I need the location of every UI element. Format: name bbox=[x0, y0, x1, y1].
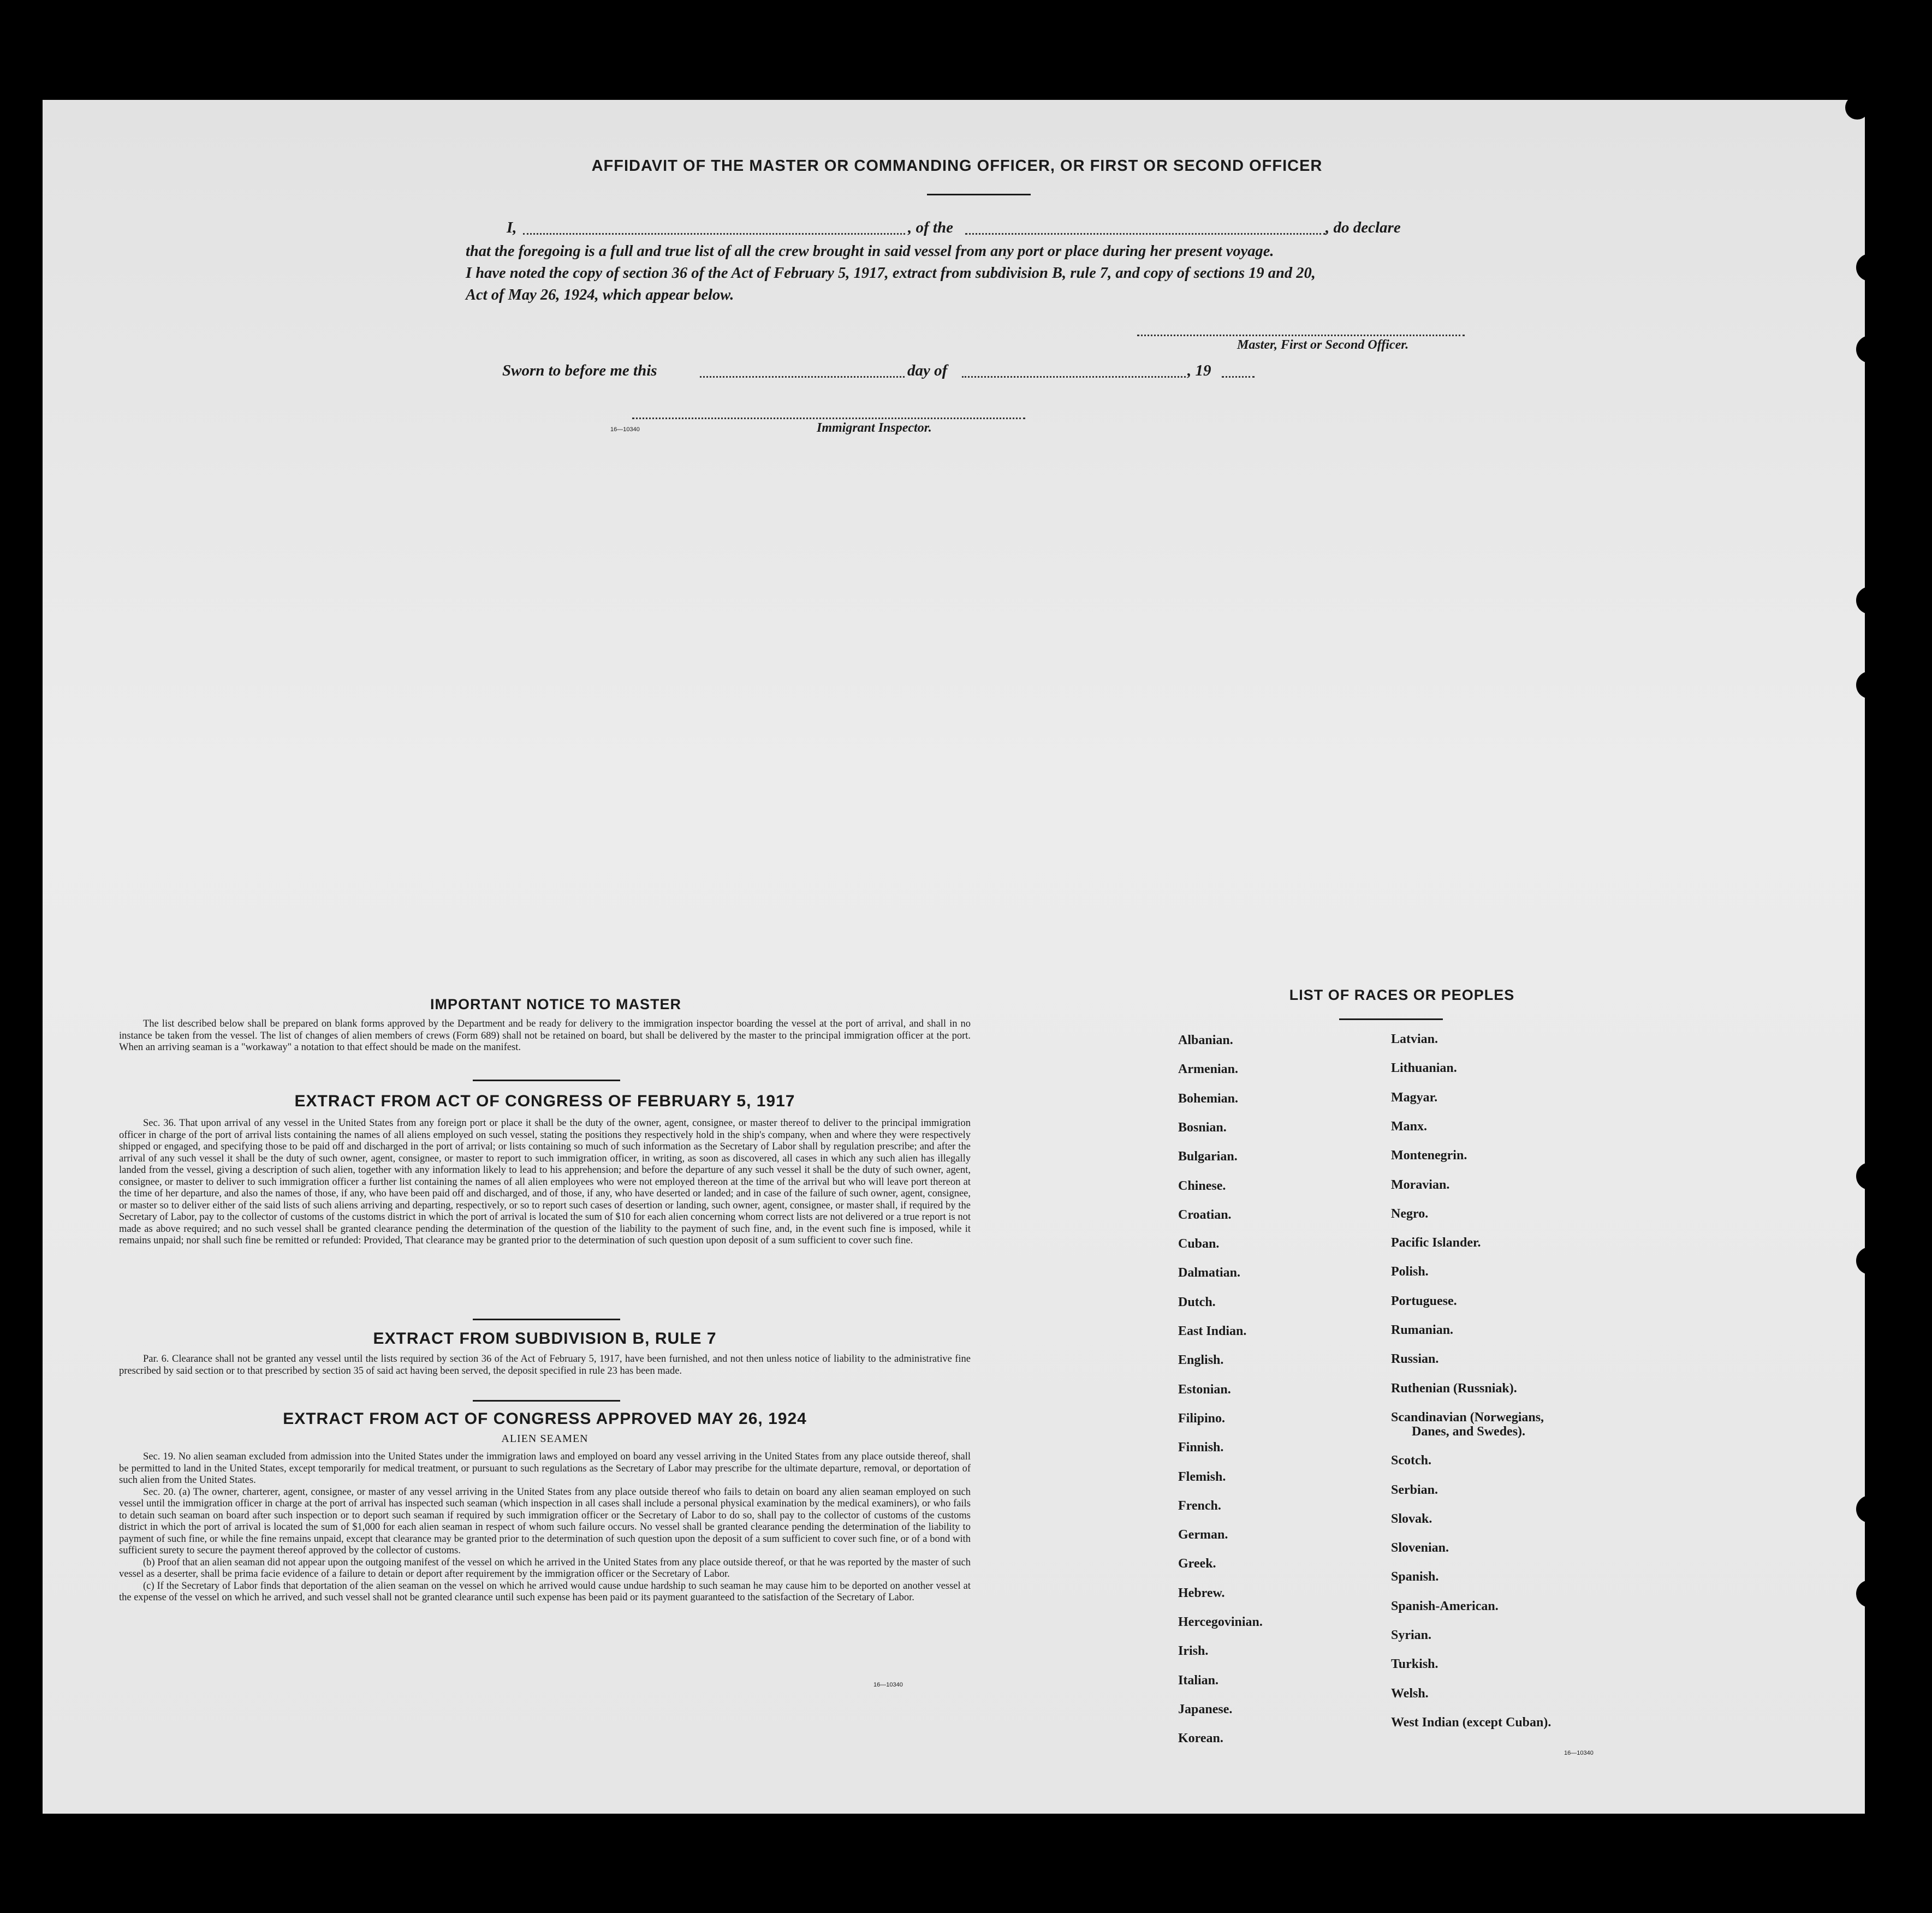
signature-field-line[interactable] bbox=[1137, 335, 1465, 336]
race-item: English. bbox=[1178, 1353, 1224, 1368]
race-item: Ruthenian (Russniak). bbox=[1391, 1381, 1517, 1396]
race-item: Armenian. bbox=[1178, 1062, 1238, 1077]
race-item: Pacific Islander. bbox=[1391, 1236, 1481, 1250]
race-item: French. bbox=[1178, 1498, 1221, 1513]
race-item: Korean. bbox=[1178, 1731, 1223, 1746]
race-item: Moravian. bbox=[1391, 1177, 1450, 1192]
race-item: Welsh. bbox=[1391, 1686, 1429, 1701]
race-item: Estonian. bbox=[1178, 1382, 1231, 1397]
race-item: German. bbox=[1178, 1528, 1228, 1542]
affidavit-line2: that the foregoing is a full and true list of all the crew brought in said vessel from any port or place during her present voyage. bbox=[466, 243, 1274, 260]
race-item: Montenegrin. bbox=[1391, 1148, 1467, 1163]
inspector-field-line[interactable] bbox=[632, 418, 1025, 419]
rule7-body: Par. 6. Clearance shall not be granted any vessel until the lists required by section 36 of the Act of February 5, 1917, have been furnished, and not then unless notice of liability to the administrative fine prescribed by said section or to that prescribed by section 35 of said act having been served, the deposit specified in rule 23 has been made. bbox=[119, 1354, 971, 1376]
form-sheet bbox=[43, 100, 1865, 1814]
binder-hole bbox=[1856, 1580, 1883, 1607]
race-item: Magyar. bbox=[1391, 1090, 1438, 1105]
race-item: Flemish. bbox=[1178, 1469, 1226, 1484]
race-item: Negro. bbox=[1391, 1206, 1429, 1221]
race-item: Spanish. bbox=[1391, 1570, 1439, 1584]
rule7-rule bbox=[473, 1400, 620, 1402]
race-item: Hebrew. bbox=[1178, 1586, 1225, 1600]
rule7-title: EXTRACT FROM SUBDIVISION B, RULE 7 bbox=[373, 1330, 717, 1348]
race-item: Greek. bbox=[1178, 1557, 1216, 1571]
race-item: Syrian. bbox=[1391, 1628, 1432, 1642]
affidavit-I: I, bbox=[507, 219, 517, 236]
sworn-prefix: Sworn to before me this bbox=[502, 362, 657, 379]
races-form-number: 16—10340 bbox=[1564, 1750, 1594, 1756]
race-item: Rumanian. bbox=[1391, 1323, 1454, 1337]
races-title-rule bbox=[1339, 1018, 1443, 1020]
race-item: Hercegovinian. bbox=[1178, 1615, 1263, 1629]
notice-title: IMPORTANT NOTICE TO MASTER bbox=[430, 996, 681, 1012]
race-item: Polish. bbox=[1391, 1265, 1429, 1279]
race-item: Serbian. bbox=[1391, 1482, 1438, 1497]
race-item: Chinese. bbox=[1178, 1178, 1226, 1193]
race-item: Italian. bbox=[1178, 1673, 1219, 1688]
race-item: Portuguese. bbox=[1391, 1294, 1457, 1308]
signature-label: Master, First or Second Officer. bbox=[1237, 338, 1409, 352]
sworn-line bbox=[502, 362, 1267, 384]
race-item: Dutch. bbox=[1178, 1295, 1216, 1309]
extract-1924-title: EXTRACT FROM ACT OF CONGRESS APPROVED MAY 26, 1924 bbox=[283, 1410, 807, 1428]
sworn-year-field-line[interactable] bbox=[1222, 376, 1255, 378]
sec19-text: Sec. 19. No alien seaman excluded from admission into the United States under the immigration laws and employed on board any vessel arriving in the United States from any place outside thereof, shall be permitted to land in the United States, except temporarily for medical treatment, or pursuant to such regulations as the Secretary of Labor may prescribe for the ultimate departure, removal, or deportation of such alien from the United States. bbox=[119, 1451, 971, 1486]
affidavit-declare: , do declare bbox=[1325, 219, 1401, 236]
races-title: LIST OF RACES OR PEOPLES bbox=[1289, 987, 1515, 1003]
binder-hole bbox=[1856, 336, 1883, 363]
race-item: Japanese. bbox=[1178, 1702, 1233, 1717]
race-item: Scotch. bbox=[1391, 1453, 1431, 1468]
sworn-date-field-line[interactable] bbox=[700, 376, 905, 378]
race-item: Bohemian. bbox=[1178, 1091, 1239, 1106]
name-field-line[interactable] bbox=[523, 233, 905, 235]
affidavit-line4: Act of May 26, 1924, which appear below. bbox=[466, 287, 734, 303]
race-item: Bosnian. bbox=[1178, 1120, 1227, 1135]
extract-1917-body: Sec. 36. That upon arrival of any vessel in the United States from any foreign port or place it shall be the duty of the owner, agent, consignee, or master thereof to deliver to the principal immigration officer in charge of the port of arrival lists containing the names of all aliens employed on such vessel, stating the positions they respectively hold in the ship's company, when and where they were respectively shipped or engaged, and specifying those to be paid off and discharged in the port of arrival; or lists containing so much of such information as the Secretary of Labor shall by regulation prescribe; and after the arrival of any such vessel it shall be the duty of such owner, agent, consignee, or master to report to such immigration officer, in writing, as soon as discovered, all cases in which any such alien has illegally landed from the vessel, giving a description of such alien, together with any information likely to lead to his apprehension; and before the departure of any such vessel it shall be the duty of such owner, agent, consignee, or master to deliver to such immigration officer a further list containing the names of all alien employees who were not employed thereon at the time of the arrival but who will leave port thereon at the time of her departure, and also the names of those, if any, who have been paid off and discharged, and of those, if any, who have deserted or landed; and in case of the failure of such owner, agent, consignee, or master so to deliver either of the said lists of such aliens arriving and departing, respectively, or so to report such cases of desertion or landing, such owner, agent, consignee, or master shall, if required by the Secretary of Labor, pay to the collector of customs of the customs district in which the port of arrival is located the sum of $10 for each alien concerning whom correct lists are not delivered or a true report is not made as above required; and no such vessel shall be granted clearance pending the determination of the question of the liability to the payment of such fine, and, in the event such fine is imposed, while it remains unpaid; nor shall such fine be remitted or refunded: Provided, That clearance may be granted prior to the determination of such question upon deposit of a sum sufficient to cover such fine. bbox=[119, 1118, 971, 1246]
extract-1917-rule bbox=[473, 1319, 620, 1320]
notice-rule bbox=[473, 1080, 620, 1081]
race-item: Russian. bbox=[1391, 1352, 1439, 1367]
sworn-month-field-line[interactable] bbox=[962, 376, 1186, 378]
binder-hole bbox=[1856, 1247, 1883, 1274]
race-item: Filipino. bbox=[1178, 1411, 1226, 1426]
extract-1917-title: EXTRACT FROM ACT OF CONGRESS OF FEBRUARY 5, 1917 bbox=[294, 1092, 795, 1110]
sec20a-text: Sec. 20. (a) The owner, charterer, agent, consignee, or master of any vessel arriving in the United States from any place outside thereof who fails to detain on board any alien seaman employed on such vessel until the immigration officer in charge at the port of arrival has inspected such seaman (which inspection in all cases shall include a personal physical examination by the medical examiners), or who fails to detain such seaman on board after such inspection or to deport such seaman if required by such immigration officer or the Secretary of Labor to do so, shall pay to the collector of customs of the customs district in which the port of arrival is located the sum of $1,000 for each alien seaman in respect of whom such failure occurs. No vessel shall be granted clearance pending the determination of the liability to payment of such fine, or while the fine remains unpaid, except that clearance may be granted prior to the determination of such question upon the deposit of a sum sufficient to cover such fine, or of a bond with sufficient surety to secure the payment thereof approved by the collector of customs. bbox=[119, 1486, 971, 1556]
race-item: East Indian. bbox=[1178, 1324, 1247, 1338]
sec20c-text: (c) If the Secretary of Labor finds that deportation of the alien seaman on the vessel on which he arrived would cause undue hardship to such seaman he may cause him to be deported on another vessel at the expense of the vessel on which he arrived, and such vessel shall not be granted clearance until such expense has been paid or its payment guaranteed to the satisfaction of the Secretary of Labor. bbox=[119, 1580, 971, 1603]
race-item: Lithuanian. bbox=[1391, 1061, 1457, 1076]
race-item: Finnish. bbox=[1178, 1440, 1224, 1455]
races-col2 bbox=[1391, 1032, 1637, 1851]
race-item: Slovak. bbox=[1391, 1511, 1432, 1526]
race-item: Manx. bbox=[1391, 1119, 1427, 1134]
affidavit-of-the: , of the bbox=[908, 219, 953, 236]
inspector-label: Immigrant Inspector. bbox=[817, 421, 932, 435]
affidavit-title: AFFIDAVIT OF THE MASTER OR COMMANDING OFFICER, OR FIRST OR SECOND OFFICER bbox=[591, 157, 1323, 175]
sworn-year: , 19 bbox=[1187, 362, 1211, 379]
race-item: Albanian. bbox=[1178, 1033, 1233, 1047]
binder-hole bbox=[1845, 96, 1869, 120]
binder-hole bbox=[1856, 671, 1883, 699]
sec20b-text: (b) Proof that an alien seaman did not appear upon the outgoing manifest of the vessel on which he arrived in the United States from any place outside thereof, or that he was reported by the master of such vessel as a deserter, shall be prima facie evidence of a failure to detain or deport after requirement by the immigration officer or the Secretary of Labor. bbox=[119, 1557, 971, 1580]
race-item: Scandinavian (Norwegians, bbox=[1391, 1410, 1544, 1425]
race-item: Bulgarian. bbox=[1178, 1149, 1238, 1164]
binder-hole bbox=[1856, 1163, 1883, 1190]
extract-1924-subtitle: ALIEN SEAMEN bbox=[501, 1433, 588, 1445]
extract-1924-body bbox=[119, 1451, 971, 1604]
race-item: Latvian. bbox=[1391, 1032, 1438, 1046]
race-item: Croatian. bbox=[1178, 1207, 1232, 1222]
affidavit-form-number: 16—10340 bbox=[610, 426, 640, 433]
race-item: Turkish. bbox=[1391, 1657, 1438, 1672]
affidavit-title-rule bbox=[927, 194, 1031, 195]
affidavit-line1 bbox=[463, 219, 1560, 241]
binder-hole bbox=[1856, 587, 1883, 614]
sworn-day-of: day of bbox=[907, 362, 948, 379]
affidavit-line3: I have noted the copy of section 36 of the Act of February 5, 1917, extract from subdivision B, rule 7, and copy of sections 19 and 20, bbox=[466, 265, 1316, 282]
binder-hole bbox=[1856, 1495, 1883, 1523]
race-item: Cuban. bbox=[1178, 1237, 1220, 1252]
race-item: Dalmatian. bbox=[1178, 1266, 1240, 1280]
vessel-field-line[interactable] bbox=[965, 233, 1325, 235]
races-col1 bbox=[1178, 1033, 1342, 1852]
extract-1924-form-number: 16—10340 bbox=[873, 1682, 903, 1688]
race-item: Danes, and Swedes). bbox=[1412, 1424, 1526, 1439]
binder-hole bbox=[1856, 254, 1883, 281]
race-item: Irish. bbox=[1178, 1644, 1209, 1659]
race-item: Spanish-American. bbox=[1391, 1599, 1499, 1613]
notice-body: The list described below shall be prepared on blank forms approved by the Department and be ready for delivery to the immigration inspector boarding the vessel at the port of arrival, and shall in no instance be taken from the vessel. The list of changes of alien members of crews (Form 689) shall not be retained on board, but shall be delivered by the master to the principal immigration officer at the port. When an arriving seaman is a "workaway" a notation to that effect should be made on the manifest. bbox=[119, 1018, 971, 1053]
race-item: West Indian (except Cuban). bbox=[1391, 1715, 1551, 1730]
race-item: Slovenian. bbox=[1391, 1541, 1449, 1556]
